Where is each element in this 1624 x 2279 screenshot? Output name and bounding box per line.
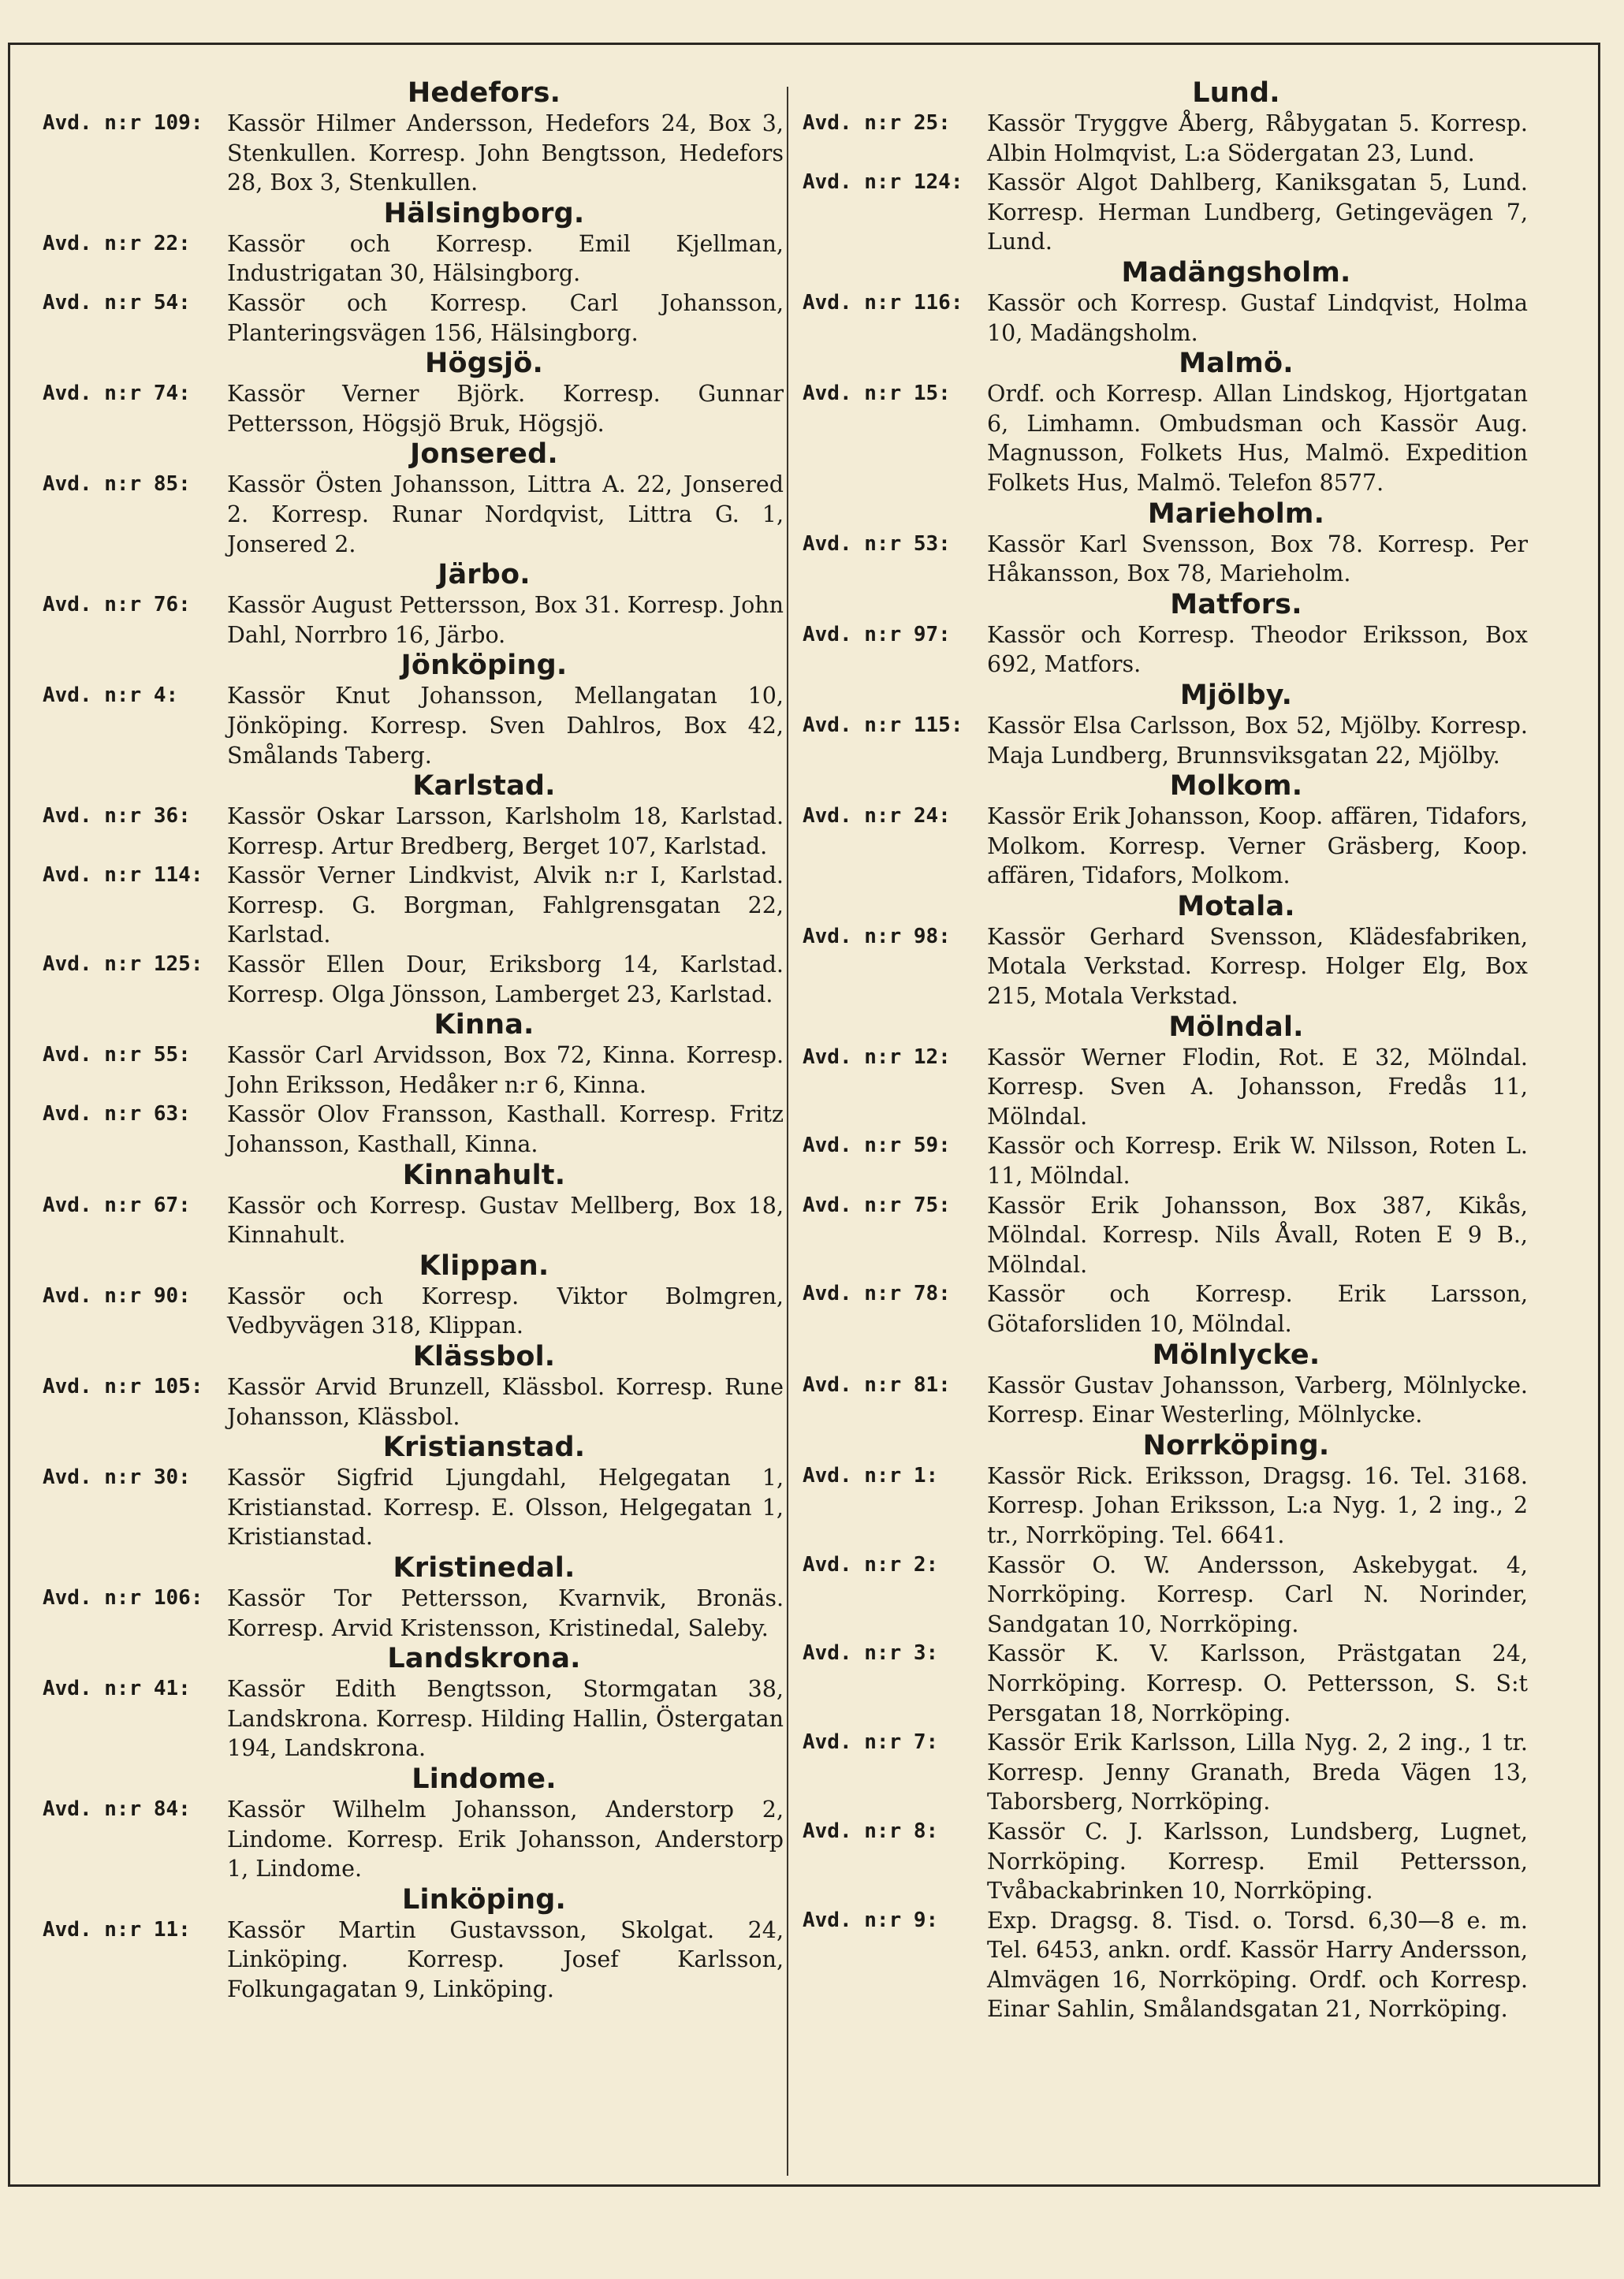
branch-contacts: Kassör Gerhard Svensson, Klädesfabriken, Motala Verkstad. Korresp. Holger Elg, Box 215, Motala Verkstad. [987, 923, 1528, 1010]
branch-contacts: Kassör Wilhelm Johansson, Anderstorp 2, Lindome. Korresp. Erik Johansson, Anderstorp 1, Lindome. [227, 1796, 784, 1882]
branch-contacts: Kassör och Korresp. Viktor Bolmgren, Vedbyvägen 318, Klippan. [227, 1283, 784, 1339]
town-heading: Matfors. [1170, 588, 1302, 620]
branch-number: Avd. n:r 124: [803, 170, 963, 195]
branch-contacts: Kassör Verner Björk. Korresp. Gunnar Pettersson, Högsjö Bruk, Högsjö. [227, 381, 784, 437]
branch-entry [43, 681, 784, 770]
town-heading: Klässbol. [412, 1341, 556, 1372]
town-heading: Jonsered. [410, 438, 558, 471]
town-heading: Marieholm. [1147, 497, 1325, 530]
branch-contacts: Kassör Martin Gustavsson, Skolgat. 24, Linköping. Korresp. Josef Karlsson, Folkungagatan 9, Linköping. [227, 1916, 784, 2002]
branch-number: Avd. n:r 74: [43, 382, 191, 406]
branch-contacts: Kassör och Korresp. Gustav Mellberg, Box 18, Kinnahult. [227, 1192, 784, 1249]
branch-contacts: Kassör Algot Dahlberg, Kaniksgatan 5, Lund. Korresp. Herman Lundberg, Getingevägen 7, Lund. [987, 169, 1528, 255]
left-column [43, 77, 784, 2005]
branch-entry [43, 1674, 784, 1763]
branch-entry [803, 1551, 1528, 1640]
town-heading: Mjölby. [1179, 679, 1293, 711]
branch-number: Avd. n:r 25: [803, 111, 951, 135]
town-heading: Lindome. [412, 1763, 557, 1795]
branch-contacts: Kassör O. W. Andersson, Askebygat. 4, Norrköping. Korresp. Carl N. Norinder, Sandgatan 10, Norrköping. [987, 1551, 1528, 1637]
branch-contacts: Kassör och Korresp. Gustaf Lindqvist, Holma 10, Madängsholm. [987, 289, 1528, 346]
branch-number: Avd. n:r 54: [43, 290, 191, 315]
branch-number: Avd. n:r 3: [803, 1641, 939, 1666]
branch-contacts: Kassör Olov Fransson, Kasthall. Korresp. Fritz Johansson, Kasthall, Kinna. [227, 1101, 784, 1158]
column-divider [787, 87, 788, 2176]
branch-contacts: Kassör Erik Johansson, Koop. affären, Tidafors, Molkom. Korresp. Verner Gräsberg, Koop. affären, Tidafors, Molkom. [987, 803, 1528, 889]
branch-contacts: Kassör Edith Bengtsson, Stormgatan 38, Landskrona. Korresp. Hilding Hallin, Östergatan 194, Landskrona. [227, 1676, 784, 1762]
branch-number: Avd. n:r 15: [803, 382, 951, 406]
branch-number: Avd. n:r 55: [43, 1043, 191, 1067]
town-heading: Karlstad. [412, 770, 556, 802]
branch-entry [803, 1191, 1528, 1280]
branch-entry [43, 590, 784, 650]
town-heading: Linköping. [402, 1883, 566, 1916]
branch-entry [803, 289, 1528, 348]
branch-number: Avd. n:r 84: [43, 1797, 191, 1821]
branch-contacts: Kassör Erik Karlsson, Lilla Nyg. 2, 2 ing., 1 tr. Korresp. Jenny Granath, Breda Vägen 13, Taborsberg, Norrköping. [987, 1730, 1528, 1815]
branch-number: Avd. n:r 76: [43, 593, 191, 617]
branch-entry [803, 109, 1528, 168]
branch-entry [43, 1916, 784, 2005]
branch-number: Avd. n:r 106: [43, 1585, 203, 1610]
town-heading: Molkom. [1169, 770, 1303, 802]
branch-number: Avd. n:r 11: [43, 1917, 191, 1942]
branch-number: Avd. n:r 125: [43, 952, 203, 977]
branch-number: Avd. n:r 8: [803, 1819, 939, 1843]
branch-entry [803, 1371, 1528, 1430]
branch-contacts: Kassör Verner Lindkvist, Alvik n:r I, Karlstad. Korresp. G. Borgman, Fahlgrensgatan 22, Karlstad. [227, 862, 784, 948]
branch-entry [803, 168, 1528, 257]
branch-contacts: Kassör och Korresp. Erik Larsson, Götaforsliden 10, Mölndal. [987, 1281, 1528, 1337]
branch-number: Avd. n:r 81: [803, 1372, 951, 1397]
branch-entry [43, 802, 784, 861]
branch-number: Avd. n:r 9: [803, 1908, 939, 1932]
branch-entry [803, 922, 1528, 1011]
branch-contacts: Kassör Knut Johansson, Mellangatan 10, Jönköping. Korresp. Sven Dahlros, Box 42, Smålands Taberg. [227, 683, 784, 769]
branch-contacts: Kassör K. V. Karlsson, Prästgatan 24, Norrköping. Korresp. O. Pettersson, S. S:t Persgatan 18, Norrköping. [987, 1640, 1528, 1726]
branch-number: Avd. n:r 98: [803, 924, 951, 948]
branch-number: Avd. n:r 22: [43, 231, 191, 255]
branch-contacts: Ordf. och Korresp. Allan Lindskog, Hjortgatan 6, Limhamn. Ombudsman och Kassör Aug. Magnusson, Folkets Hus, Malmö. Expedition Folkets Hus, Malmö. Telefon 8577. [987, 381, 1528, 496]
branch-entry [803, 1131, 1528, 1190]
branch-number: Avd. n:r 59: [803, 1134, 951, 1158]
branch-number: Avd. n:r 7: [803, 1730, 939, 1755]
branch-number: Avd. n:r 85: [43, 472, 191, 497]
branch-number: Avd. n:r 12: [803, 1045, 951, 1069]
town-heading: Kristinedal. [393, 1551, 575, 1584]
branch-entry [43, 950, 784, 1009]
branch-number: Avd. n:r 114: [43, 863, 203, 888]
branch-number: Avd. n:r 67: [43, 1193, 191, 1217]
branch-contacts: Kassör Oskar Larsson, Karlsholm 18, Karlstad. Korresp. Artur Bredberg, Berget 107, Karlstad. [227, 803, 784, 859]
branch-contacts: Kassör och Korresp. Theodor Eriksson, Box 692, Matfors. [987, 621, 1528, 678]
branch-entry [43, 1372, 784, 1432]
branch-number: Avd. n:r 1: [803, 1463, 939, 1488]
branch-number: Avd. n:r 53: [803, 531, 951, 556]
branch-number: Avd. n:r 105: [43, 1375, 203, 1398]
branch-contacts: Kassör Elsa Carlsson, Box 52, Mjölby. Korresp. Maja Lundberg, Brunnsviksgatan 22, Mjölby. [987, 712, 1528, 769]
branch-number: Avd. n:r 78: [803, 1282, 951, 1306]
town-heading: Kinnahult. [402, 1159, 566, 1191]
branch-entry [803, 1279, 1528, 1339]
branch-number: Avd. n:r 30: [43, 1465, 191, 1490]
town-heading: Hedefors. [407, 77, 561, 109]
branch-entry [43, 1100, 784, 1159]
branch-contacts: Kassör Gustav Johansson, Varberg, Mölnlycke. Korresp. Einar Westerling, Mölnlycke. [987, 1372, 1528, 1428]
branch-entry [43, 470, 784, 559]
town-heading: Malmö. [1179, 348, 1294, 380]
town-heading: Kinna. [434, 1009, 535, 1041]
branch-contacts: Kassör Tryggve Åberg, Råbygatan 5. Korresp. Albin Holmqvist, L:a Södergatan 23, Lund. [987, 110, 1528, 166]
branch-entry [803, 1728, 1528, 1817]
branch-contacts: Kassör Karl Svensson, Box 78. Korresp. Per Håkansson, Box 78, Marieholm. [987, 531, 1528, 587]
branch-number: Avd. n:r 2: [803, 1552, 939, 1577]
town-heading: Kristianstad. [382, 1432, 586, 1464]
branch-contacts: Kassör och Korresp. Erik W. Nilsson, Roten L. 11, Mölndal. [987, 1133, 1528, 1190]
town-heading: Madängsholm. [1121, 256, 1351, 289]
branch-contacts: Kassör Tor Pettersson, Kvarnvik, Bronäs. Korresp. Arvid Kristensson, Kristinedal, Saleby. [227, 1585, 784, 1641]
branch-contacts: Kassör Carl Arvidsson, Box 72, Kinna. Korresp. John Eriksson, Hedåker n:r 6, Kinna. [227, 1042, 784, 1098]
branch-entry [43, 1282, 784, 1341]
branch-contacts: Kassör Erik Johansson, Box 387, Kikås, Mölndal. Korresp. Nils Åvall, Roten E 9 B., Mölndal. [987, 1192, 1528, 1278]
branch-contacts: Kassör Werner Flodin, Rot. E 32, Mölndal. Korresp. Sven A. Johansson, Fredås 11, Mölndal. [987, 1044, 1528, 1130]
branch-entry [803, 711, 1528, 770]
branch-contacts: Kassör August Pettersson, Box 31. Korresp. John Dahl, Norrbro 16, Järbo. [227, 592, 784, 648]
branch-entry [43, 289, 784, 348]
town-heading: Järbo. [438, 559, 531, 591]
branch-entry [43, 229, 784, 289]
branch-entry [803, 620, 1528, 680]
branch-entry [803, 1817, 1528, 1906]
branch-contacts: Kassör Hilmer Andersson, Hedefors 24, Box 3, Stenkullen. Korresp. John Bengtsson, Hedefors 28, Box 3, Stenkullen. [227, 110, 784, 196]
town-heading: Klippan. [419, 1249, 549, 1282]
branch-entry [43, 1463, 784, 1552]
branch-entry [803, 1639, 1528, 1728]
branch-entry [43, 861, 784, 950]
branch-entry [803, 530, 1528, 589]
branch-entry [43, 1191, 784, 1250]
branch-entry [803, 1906, 1528, 2024]
branch-entry [43, 109, 784, 198]
town-heading: Landskrona. [387, 1643, 581, 1675]
branch-number: Avd. n:r 115: [803, 713, 963, 737]
town-heading: Högsjö. [425, 348, 543, 380]
town-heading: Mölndal. [1168, 1011, 1304, 1043]
branch-contacts: Kassör Arvid Brunzell, Klässbol. Korresp. Rune Johansson, Klässbol. [227, 1374, 784, 1430]
branch-contacts: Kassör C. J. Karlsson, Lundsberg, Lugnet, Norrköping. Korresp. Emil Pettersson, Tvåbackabrinken 10, Norrköping. [987, 1818, 1528, 1905]
branch-contacts: Kassör Ellen Dour, Eriksborg 14, Karlstad. Korresp. Olga Jönsson, Lamberget 23, Karlstad. [227, 951, 784, 1007]
branch-contacts: Kassör och Korresp. Emil Kjellman, Industrigatan 30, Hälsingborg. [227, 230, 784, 287]
right-column [803, 77, 1528, 2024]
town-heading: Lund. [1192, 77, 1280, 109]
town-heading: Mölnlycke. [1152, 1339, 1320, 1371]
town-heading: Motala. [1177, 890, 1295, 922]
branch-number: Avd. n:r 24: [803, 804, 951, 829]
branch-entry [43, 379, 784, 438]
branch-number: Avd. n:r 109: [43, 111, 203, 135]
branch-number: Avd. n:r 41: [43, 1677, 191, 1701]
branch-number: Avd. n:r 4: [43, 683, 179, 708]
branch-number: Avd. n:r 116: [803, 290, 963, 315]
branch-entry [43, 1584, 784, 1643]
branch-entry [803, 1043, 1528, 1132]
branch-contacts: Kassör Östen Johansson, Littra A. 22, Jonsered 2. Korresp. Runar Nordqvist, Littra G. 1, Jonsered 2. [227, 471, 784, 557]
branch-contacts: Exp. Dragsg. 8. Tisd. o. Torsd. 6,30—8 e. m. Tel. 6453, ankn. ordf. Kassör Harry Andersson, Almvägen 16, Norrköping. Ordf. och Korresp. Einar Sahlin, Smålandsgatan 21, Norrköping. [987, 1907, 1528, 2023]
branch-number: Avd. n:r 36: [43, 804, 191, 829]
town-heading: Jönköping. [400, 650, 568, 682]
branch-contacts: Kassör och Korresp. Carl Johansson, Planteringsvägen 156, Hälsingborg. [227, 289, 784, 346]
town-heading: Hälsingborg. [383, 197, 585, 229]
branch-entry [803, 1462, 1528, 1551]
branch-number: Avd. n:r 63: [43, 1102, 191, 1126]
branch-number: Avd. n:r 75: [803, 1193, 951, 1217]
branch-entry [803, 802, 1528, 891]
branch-entry [43, 1041, 784, 1100]
branch-entry [803, 379, 1528, 497]
branch-number: Avd. n:r 90: [43, 1283, 191, 1308]
branch-entry [43, 1795, 784, 1884]
branch-contacts: Kassör Sigfrid Ljungdahl, Helgegatan 1, Kristianstad. Korresp. E. Olsson, Helgegatan 1, Kristianstad. [227, 1465, 784, 1551]
branch-number: Avd. n:r 97: [803, 622, 951, 646]
branch-contacts: Kassör Rick. Eriksson, Dragsg. 16. Tel. 3168. Korresp. Johan Eriksson, L:a Nyg. 1, 2 ing., 2 tr., Norrköping. Tel. 6641. [987, 1462, 1528, 1548]
town-heading: Norrköping. [1142, 1429, 1330, 1462]
